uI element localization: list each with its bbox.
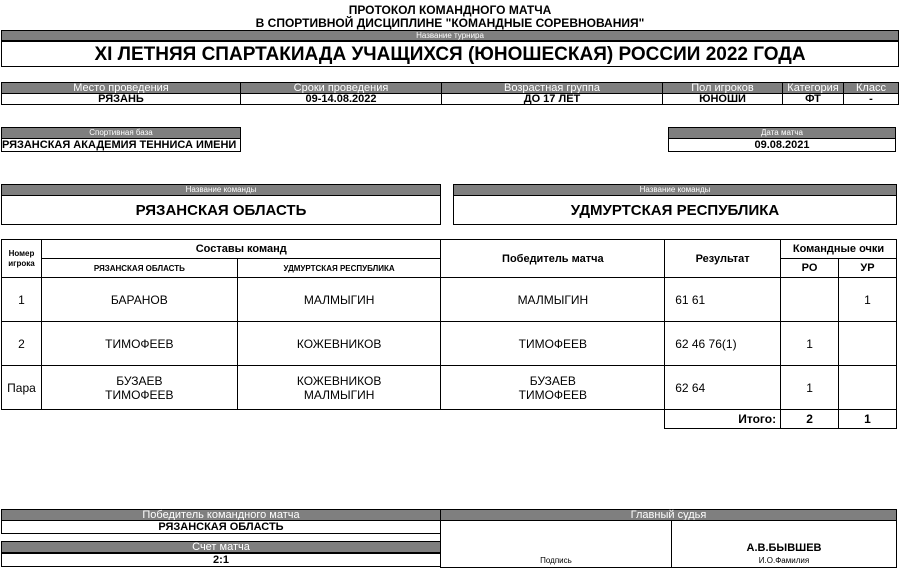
table-row <box>2 366 897 410</box>
match-winner: БУЗАЕВ ТИМОФЕЕВ <box>441 366 665 410</box>
score-label: Счет матча <box>1 541 441 553</box>
base-value: РЯЗАНСКАЯ АКАДЕМИЯ ТЕННИСА ИМЕНИ <box>1 138 241 152</box>
team1-label: Название команды <box>1 184 441 196</box>
row-number: 2 <box>2 322 42 366</box>
col-ro-header: РО <box>781 259 839 278</box>
points-ro <box>781 278 839 322</box>
team2-name: УДМУРТСКАЯ РЕСПУБЛИКА <box>453 195 897 225</box>
winner-value: РЯЗАНСКАЯ ОБЛАСТЬ <box>1 520 441 534</box>
total-label: Итого: <box>665 410 781 429</box>
info-row <box>1 82 899 106</box>
team1-name: РЯЗАНСКАЯ ОБЛАСТЬ <box>1 195 441 225</box>
match-date-label: Дата матча <box>668 127 896 139</box>
col-number-header: Номер игрока <box>2 240 42 278</box>
judge-name: А.В.БЫВШЕВ <box>746 542 822 554</box>
points-ro: 1 <box>781 366 839 410</box>
signature-label: Подпись <box>540 556 572 565</box>
col-ur-header: УР <box>839 259 897 278</box>
base-label: Спортивная база <box>1 127 241 139</box>
col-team1-header: РЯЗАНСКАЯ ОБЛАСТЬ <box>41 259 237 278</box>
player-team1: ТИМОФЕЕВ <box>41 322 237 366</box>
points-ur <box>839 322 897 366</box>
row-number: Пара <box>2 366 42 410</box>
dates-value: 09-14.08.2022 <box>240 93 442 105</box>
match-date-value: 09.08.2021 <box>668 138 896 152</box>
player-team2: КОЖЕВНИКОВ МАЛМЫГИН <box>237 366 441 410</box>
class-label: Класс <box>843 82 899 94</box>
score-value: 2:1 <box>1 553 441 567</box>
table-row <box>2 278 897 322</box>
player-team2: КОЖЕВНИКОВ <box>237 322 441 366</box>
winner-label: Победитель командного матча <box>1 509 441 521</box>
match-result: 62 64 <box>665 366 781 410</box>
col-lineups-header: Составы команд <box>41 240 441 259</box>
judge-name-label: И.О.Фамилия <box>758 556 810 565</box>
match-winner: ТИМОФЕЕВ <box>441 322 665 366</box>
protocol-subtitle: В СПОРТИВНОЙ ДИСЦИПЛИНЕ "КОМАНДНЫЕ СОРЕВНОВАНИЯ" <box>255 16 645 30</box>
protocol-title: ПРОТОКОЛ КОМАНДНОГО МАТЧА <box>348 3 552 17</box>
match-result: 61 61 <box>665 278 781 322</box>
place-label: Место проведения <box>1 82 241 94</box>
col-team2-header: УДМУРТСКАЯ РЕСПУБЛИКА <box>237 259 441 278</box>
match-table <box>1 239 897 429</box>
tournament-label: Название турнира <box>1 30 899 41</box>
category-label: Категория <box>782 82 844 94</box>
gender-value: ЮНОШИ <box>662 93 783 105</box>
category-value: ФТ <box>782 93 844 105</box>
age-label: Возрастная группа <box>441 82 663 94</box>
match-winner: МАЛМЫГИН <box>441 278 665 322</box>
player-team1: БАРАНОВ <box>41 278 237 322</box>
gender-label: Пол игроков <box>662 82 783 94</box>
judge-name-area <box>671 520 897 568</box>
col-winner-header: Победитель матча <box>441 240 665 278</box>
points-ro: 1 <box>781 322 839 366</box>
class-value: - <box>843 93 899 105</box>
col-result-header: Результат <box>665 240 781 278</box>
place-value: РЯЗАНЬ <box>1 93 241 105</box>
points-ur: 1 <box>839 278 897 322</box>
total-ro: 2 <box>781 410 839 429</box>
judge-label: Главный судья <box>440 509 897 521</box>
player-team2: МАЛМЫГИН <box>237 278 441 322</box>
total-ur: 1 <box>839 410 897 429</box>
player-team1: БУЗАЕВ ТИМОФЕЕВ <box>41 366 237 410</box>
tournament-name: XI ЛЕТНЯЯ СПАРТАКИАДА УЧАЩИХСЯ (ЮНОШЕСКАЯ) РОССИИ 2022 ГОДА <box>1 41 899 67</box>
table-row <box>2 322 897 366</box>
team2-label: Название команды <box>453 184 897 196</box>
match-result: 62 46 76(1) <box>665 322 781 366</box>
age-value: ДО 17 ЛЕТ <box>441 93 663 105</box>
row-number: 1 <box>2 278 42 322</box>
points-ur <box>839 366 897 410</box>
col-points-header: Командные очки <box>781 240 897 259</box>
dates-label: Сроки проведения <box>240 82 442 94</box>
signature-area <box>440 520 672 568</box>
